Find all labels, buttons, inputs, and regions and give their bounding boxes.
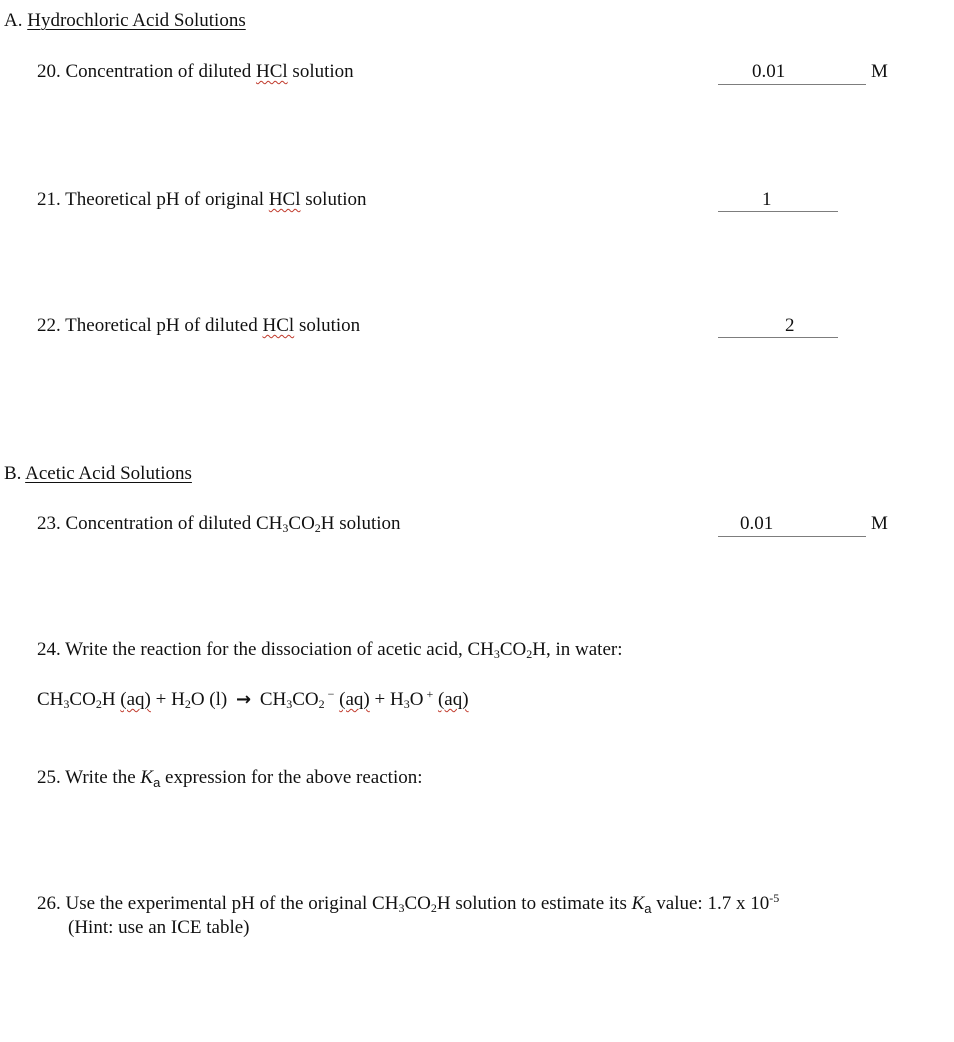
question-24	[37, 639, 623, 661]
q22-text-pre: Theoretical pH of diluted	[65, 315, 258, 336]
q25-text-post: expression for the above reaction:	[165, 767, 423, 788]
q23-sub1: 3	[282, 521, 289, 535]
q23-answer[interactable]: 0.01	[740, 513, 774, 534]
q21-text-pre: Theoretical pH of original	[65, 189, 265, 210]
q22-hcl: HCl	[262, 315, 295, 336]
q24-text-pre: Write the reaction for the dissociation of acetic acid, CH	[65, 639, 494, 660]
state-aq-3: (aq)	[437, 689, 469, 710]
q23-text-mid: CO	[288, 513, 315, 534]
section-a-title: Hydrochloric Acid Solutions	[27, 10, 246, 31]
q22-answer[interactable]: 2	[785, 315, 795, 336]
q24-number: 24.	[37, 639, 61, 660]
reactant-water: + $H_2O$ (l)	[155, 689, 228, 711]
question-20	[37, 61, 354, 83]
q25-number: 25.	[37, 767, 61, 788]
q26-hint: (Hint: use an ICE table)	[68, 917, 250, 938]
q20-answer[interactable]: 0.01	[752, 61, 786, 82]
product-acetate: $CH_3CO_2^-$	[259, 687, 335, 711]
section-b-title: Acetic Acid Solutions	[25, 463, 192, 484]
q24-sub2: 2	[526, 647, 533, 661]
q22-answer-line	[718, 337, 838, 338]
question-22	[37, 315, 360, 337]
q25-text-pre: Write the	[65, 767, 136, 788]
q21-answer-line	[718, 211, 838, 212]
q26-ka-symbol: $K_a$	[631, 893, 652, 916]
q21-answer[interactable]: 1	[762, 189, 772, 210]
q20-unit: M	[871, 61, 888, 82]
q26-sub1: 3	[398, 901, 405, 915]
question-21	[37, 189, 367, 211]
q26-text-mid: CO	[404, 893, 431, 914]
product-hydronium: + $H_3O$ +	[374, 687, 434, 711]
q20-answer-line	[718, 84, 866, 85]
section-b-heading	[4, 463, 192, 485]
question-23	[37, 513, 401, 535]
q20-hcl: HCl	[255, 61, 288, 82]
state-aq-1: (aq)	[120, 689, 151, 710]
q23-sub2: 2	[314, 521, 321, 535]
q23-text-pre: Concentration of diluted CH	[65, 513, 283, 534]
q24-reaction-equation	[37, 689, 469, 711]
q20-number: 20.	[37, 61, 61, 82]
q21-text-post: solution	[305, 189, 367, 210]
q22-number: 22.	[37, 315, 61, 336]
q26-value[interactable]: value: 1.7 x 10	[656, 893, 770, 914]
question-26	[37, 893, 779, 915]
state-aq-2: (aq)	[339, 689, 370, 710]
q21-number: 21.	[37, 189, 61, 210]
q23-number: 23.	[37, 513, 61, 534]
section-b-letter: B.	[4, 463, 22, 484]
q26-exponent: -5	[769, 891, 780, 905]
section-a-letter: A.	[4, 10, 23, 31]
q26-number: 26.	[37, 893, 61, 914]
reaction-arrow-icon: →	[235, 689, 252, 710]
q20-text-pre: Concentration of diluted	[65, 61, 252, 82]
question-25	[37, 767, 423, 789]
reactant-acetic-acid: $CH_3CO_2H$	[37, 689, 116, 711]
q24-sub1: 3	[493, 647, 500, 661]
q23-unit: M	[871, 513, 888, 534]
q20-text-post: solution	[292, 61, 354, 82]
q24-text-mid: CO	[499, 639, 527, 660]
q21-hcl: HCl	[268, 189, 301, 210]
q26-text-post: H solution to estimate its	[436, 893, 627, 914]
q22-text-post: solution	[298, 315, 361, 336]
q24-text-post: H, in water:	[532, 639, 623, 660]
q23-text-post: H solution	[320, 513, 401, 534]
q25-ka-symbol: $K_a$	[140, 767, 161, 790]
q26-sub2: 2	[430, 901, 437, 915]
section-a-heading	[4, 10, 246, 32]
q26-text-pre: Use the experimental pH of the original CH	[65, 893, 399, 914]
q23-answer-line	[718, 536, 866, 537]
